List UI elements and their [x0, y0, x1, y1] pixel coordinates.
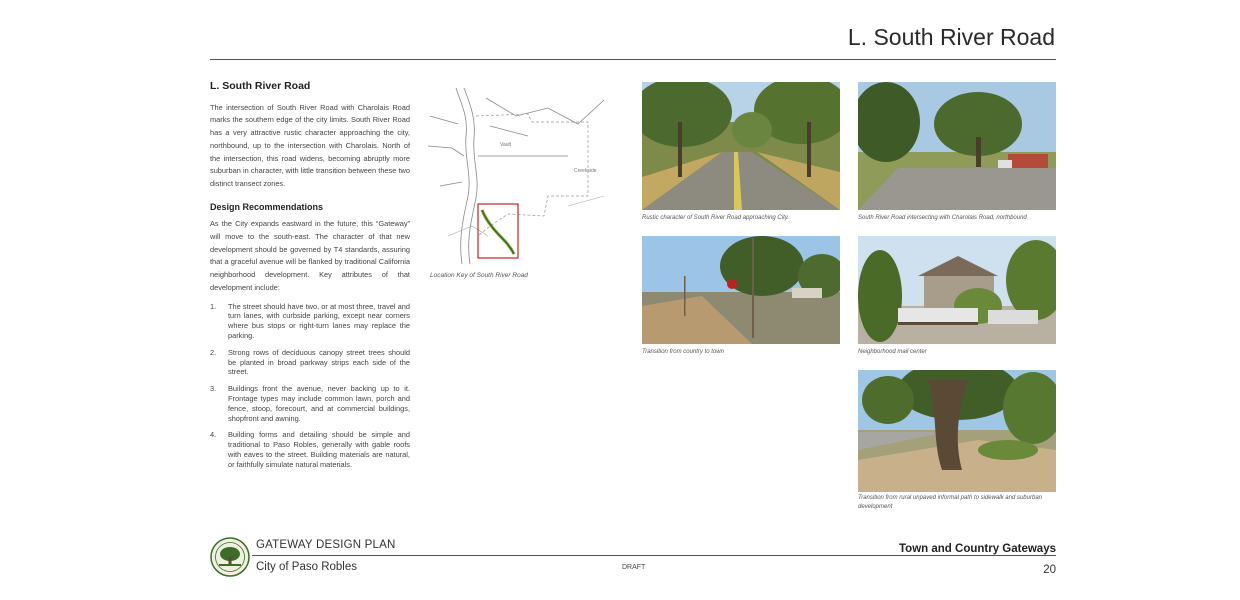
- intro-paragraph: The intersection of South River Road with Charolais Road marks the southern edge of the city limits. South River Road has a very attractive rustic character approaching the city, northbound, up to the intersection with Charolais. North of the intersection, this road widens, becoming abruptly more suburban in character, with little transition between these two distinct transect zones.: [210, 102, 410, 188]
- list-item-text: The street should have two, or at most three, travel and turn lanes, with curbside parking, except near corners where bus stops or right-turn lanes may replace the parking.: [228, 301, 410, 340]
- recommendations-paragraph: As the City expands eastward in the future, this “Gateway” will move to the south-east. The character of that new development should be governed by T4 standards, assuring that a graceful avenue will be flanked by traditional California neighborhood development. Key attributes of that development include:: [210, 219, 410, 292]
- list-item-number: 1.: [210, 301, 217, 311]
- list-item-number: 3.: [210, 384, 217, 394]
- map-label-creekside: Creekside: [574, 168, 597, 174]
- list-item: [210, 384, 410, 423]
- route-highlight: [482, 210, 514, 254]
- location-key-map: [428, 86, 606, 266]
- city-seal-logo: [210, 537, 250, 577]
- list-item-text: Building forms and detailing should be simple and traditional to Paso Robles, generally with gable roofs with eaves to the street. Building materials are natural, or faithfully simulate natural materials.: [228, 430, 410, 469]
- list-item-number: 4.: [210, 430, 217, 440]
- plan-name: GATEWAY DESIGN PLAN: [256, 539, 396, 551]
- header-divider: [210, 59, 1056, 60]
- photo-caption: Transition from rural unpaved informal path to sidewalk and suburban development: [858, 495, 1042, 510]
- photo-caption: South River Road intersecting with Charolais Road, northbound: [858, 215, 1027, 221]
- list-item: [210, 348, 410, 377]
- footer-divider-left: [252, 555, 502, 556]
- section-name: Town and Country Gateways: [899, 543, 1056, 555]
- photo-mail-center: [858, 236, 1056, 344]
- page-title: L. South River Road: [847, 24, 1055, 50]
- photo-caption: Rustic character of South River Road approaching City.: [642, 215, 789, 221]
- list-item: [210, 302, 410, 341]
- list-item: [210, 430, 410, 469]
- section-heading: L. South River Road: [210, 80, 311, 92]
- map-drawing: [428, 86, 606, 266]
- list-item-text: Buildings front the avenue, never backing up to it. Frontage types may include common lawn, porch and fence, stoop, forecourt, and at commercial buildings, shopfront and awning.: [228, 384, 410, 423]
- footer-divider-right: [502, 555, 1056, 556]
- city-name: City of Paso Robles: [256, 561, 357, 573]
- draft-label: DRAFT: [622, 564, 646, 571]
- list-item-number: 2.: [210, 347, 217, 357]
- map-caption: Location Key of South River Road: [430, 272, 528, 279]
- page-number: 20: [1043, 564, 1056, 576]
- photo-transition-country-town: [642, 236, 840, 344]
- photo-rustic-road: [642, 82, 840, 210]
- design-recommendations-heading: Design Recommendations: [210, 201, 324, 212]
- photo-caption: Neighborhood mail center: [858, 349, 927, 355]
- list-item-text: Strong rows of deciduous canopy street trees should be planted in broad parkway strips each side of the street.: [228, 347, 410, 377]
- photo-intersection: [858, 82, 1056, 210]
- photo-caption: Transition from country to town: [642, 349, 724, 355]
- text-column: [210, 80, 410, 477]
- photo-path-to-sidewalk: [858, 370, 1056, 492]
- recommendations-list: [210, 302, 410, 470]
- map-label-vault: Vault: [500, 142, 512, 148]
